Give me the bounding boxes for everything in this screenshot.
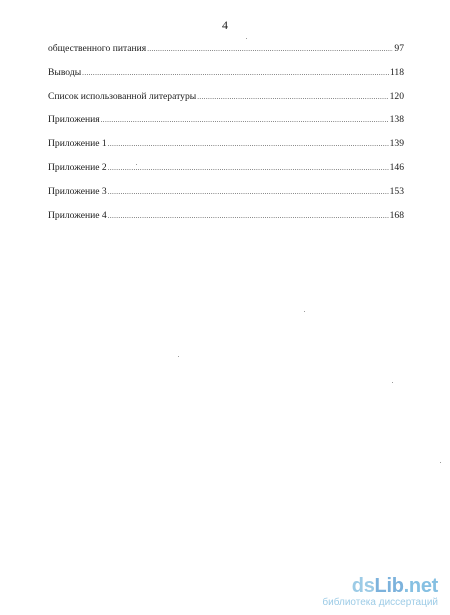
scan-speck (246, 38, 247, 39)
toc-entry-page: 146 (389, 161, 404, 173)
toc-entry-title: Список использованной литературы (48, 90, 197, 102)
toc-entry (48, 161, 404, 185)
toc-entry (48, 113, 404, 137)
toc-entry-title: Приложение 3 (48, 185, 107, 197)
scan-speck (392, 382, 393, 383)
scan-speck (440, 462, 441, 463)
toc-entry (48, 137, 404, 161)
toc-entry (48, 66, 404, 90)
toc-leader-dots (108, 137, 389, 151)
toc-entry-title: Приложение 4 (48, 209, 107, 221)
scan-speck (304, 311, 305, 312)
toc-entry-page: 168 (389, 209, 404, 221)
watermark-logo-part: .net (403, 575, 438, 597)
scan-speck (136, 164, 137, 165)
toc-entry (48, 185, 404, 209)
toc-leader-dots (108, 209, 389, 223)
toc-entry-page: 97 (394, 43, 404, 54)
toc-entry-title: Приложение 1 (48, 138, 107, 150)
watermark-logo (288, 575, 438, 597)
toc-leader-dots (108, 161, 389, 175)
toc-leader-dots (82, 66, 389, 80)
toc-entry-title: Приложения (48, 114, 100, 126)
page-number: 4 (222, 18, 228, 32)
toc-entry (48, 209, 404, 233)
toc-entry-page: 120 (389, 90, 404, 102)
watermark-caption: библиотека диссертаций (322, 597, 438, 608)
toc-entry-title: общественного питания (48, 43, 147, 54)
toc-entry-page: 139 (389, 138, 404, 150)
toc-entry (48, 90, 404, 114)
scan-speck (178, 356, 179, 357)
toc-entry-page: 118 (389, 66, 404, 78)
toc-leader-dots (197, 90, 388, 104)
toc-leader-dots (147, 42, 393, 56)
toc-leader-dots (101, 113, 389, 127)
watermark-logo-part: ds (351, 575, 375, 597)
table-of-contents (48, 42, 404, 232)
toc-entry-title: Приложение 2 (48, 161, 107, 173)
watermark (288, 575, 438, 609)
toc-entry (48, 42, 404, 66)
toc-leader-dots (108, 185, 389, 199)
toc-entry-page: 138 (389, 114, 404, 126)
watermark-logo-part: Lib (374, 575, 404, 597)
toc-entry-title: Выводы (48, 66, 82, 78)
toc-entry-page: 153 (389, 185, 404, 197)
